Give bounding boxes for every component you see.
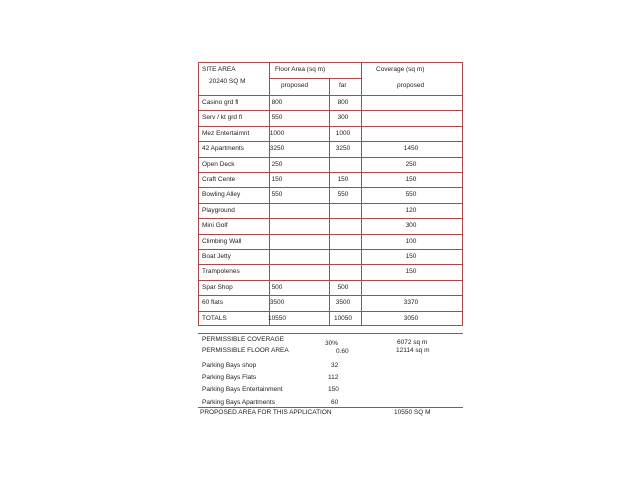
coverage-proposed: 550	[405, 191, 417, 199]
row-label: Mez Entertaimnt	[202, 129, 250, 137]
floor-area-proposed: 550	[271, 114, 283, 122]
coverage-proposed: 300	[405, 222, 417, 230]
coverage-proposed: 3370	[403, 299, 419, 307]
coverage-proposed: 150	[405, 176, 417, 183]
floor-area-proposed: 250	[271, 160, 283, 168]
floor-area-far: 3500	[335, 299, 351, 307]
coverage-label: Coverage (sq m)	[376, 66, 425, 73]
coverage-proposed: 3050	[403, 314, 419, 322]
floor-area-far: 1000	[335, 129, 351, 137]
floor-area-proposed: 10550	[267, 314, 287, 322]
row-label: Open Deck	[202, 160, 235, 168]
permissible-coverage-label: PERMISSIBLE COVERAGE	[202, 336, 284, 343]
coverage-proposed: 150	[405, 253, 417, 260]
row-label: Boat Jetty	[202, 253, 231, 260]
row-label: Playground	[202, 206, 235, 214]
floor-area-proposed: 3500	[269, 299, 285, 307]
row-label: TOTALS	[202, 314, 227, 322]
floor-area-proposed: 150	[271, 176, 283, 183]
proposed-area-value: 10550 SQ M	[394, 409, 431, 416]
header-divider	[269, 78, 361, 79]
site-area-label: SITE AREA	[202, 66, 236, 73]
row-label: Climbing Wall	[202, 237, 242, 245]
parking-value: 150	[328, 386, 339, 393]
parking-value: 32	[331, 362, 339, 369]
table-row	[199, 172, 462, 187]
table-row	[199, 95, 462, 110]
row-label: Trampolenes	[202, 268, 240, 276]
floor-area-far: 500	[337, 283, 349, 291]
table-row	[199, 234, 462, 249]
far-label: far	[339, 82, 347, 89]
table-row	[199, 187, 462, 202]
table-row	[199, 295, 462, 310]
row-label: Mini Golf	[202, 222, 228, 230]
floor-area-proposed: 1000	[269, 129, 285, 137]
permissible-floor-value: 12114 sq m	[396, 347, 430, 354]
floor-area-far: 10050	[333, 314, 353, 322]
floor-area-proposed: 800	[271, 99, 283, 106]
table-header	[199, 63, 462, 95]
permissible-floor-ratio: 0.60	[336, 348, 349, 355]
floor-area-far: 300	[337, 114, 349, 122]
floor-area-proposed: 500	[271, 283, 283, 291]
table-row	[199, 203, 462, 218]
row-label: Casino grd fl	[202, 99, 239, 106]
coverage-proposed: 1450	[403, 145, 419, 153]
floor-area-far: 3250	[335, 145, 351, 153]
table-row	[199, 218, 462, 233]
table-row	[199, 249, 462, 264]
row-label: 42 Apartments	[202, 145, 244, 153]
table-row	[199, 280, 462, 295]
row-label: Craft Cente	[202, 176, 236, 183]
permissible-coverage-pct: 30%	[325, 340, 339, 347]
table-row	[199, 110, 462, 125]
floor-area-far: 150	[337, 176, 349, 183]
row-label: 60 flats	[202, 299, 223, 307]
section-divider	[198, 407, 463, 408]
table-row	[199, 141, 462, 156]
coverage-proposed: 120	[405, 206, 417, 214]
table-row	[199, 157, 462, 172]
row-label: Serv / kt grd fl	[202, 114, 243, 122]
coverage-proposed: 100	[405, 237, 417, 245]
parking-label: Parking Bays Entertainment	[202, 386, 283, 393]
permissible-floor-label: PERMISSIBLE FLOOR AREA	[202, 347, 289, 354]
section-divider	[198, 333, 463, 334]
proposed-label: proposed	[281, 82, 309, 89]
parking-value: 60	[331, 399, 339, 406]
row-label: Spar Shop	[202, 283, 233, 291]
site-area-table	[198, 62, 463, 326]
coverage-proposed: 250	[405, 160, 417, 168]
parking-value: 112	[328, 374, 339, 381]
parking-label: Parking Bays Flats	[202, 374, 257, 381]
floor-area-proposed: 550	[271, 191, 283, 199]
parking-label: Parking Bays shop	[202, 362, 257, 369]
parking-label: Parking Bays Apartments	[202, 399, 275, 406]
coverage-proposed: 150	[405, 268, 417, 276]
floor-area-far: 550	[337, 191, 349, 199]
site-area-value: 20240 SQ M	[209, 78, 246, 85]
table-row	[199, 311, 462, 326]
floor-area-proposed: 3250	[269, 145, 285, 153]
proposed-area-label: PROPOSED AREA FOR THIS APPLICATION	[200, 409, 332, 416]
table-row	[199, 264, 462, 279]
row-label: Bowling Alley	[202, 191, 241, 199]
floor-area-label: Floor Area (sq m)	[275, 66, 326, 73]
coverage-proposed-label: proposed	[397, 82, 425, 89]
permissible-coverage-value: 6072 sq m	[397, 339, 428, 346]
table-row	[199, 126, 462, 141]
floor-area-far: 800	[337, 99, 349, 106]
